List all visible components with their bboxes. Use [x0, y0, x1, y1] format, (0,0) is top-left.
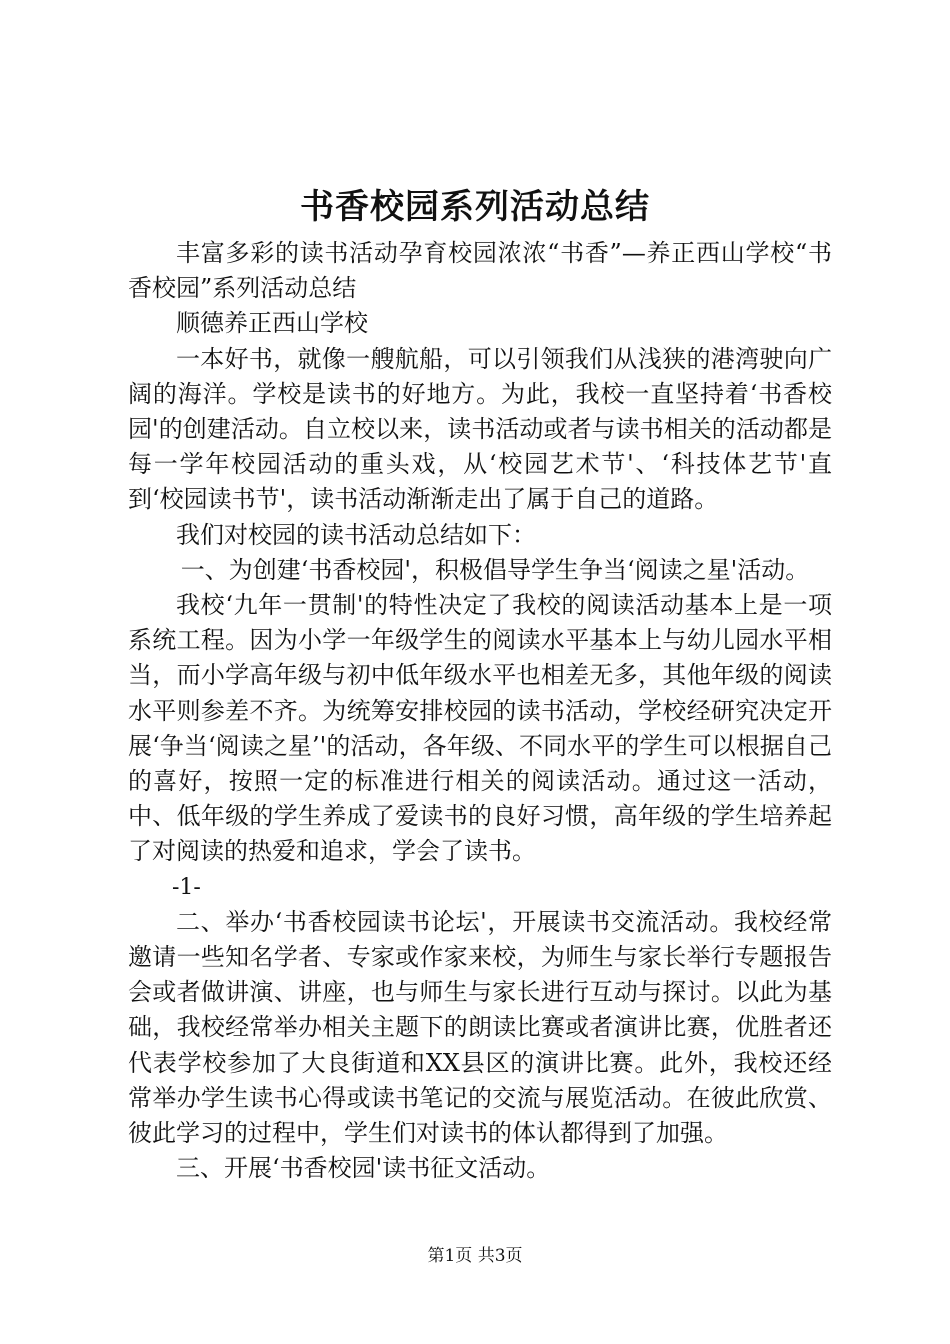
section-heading-3: 三、开展‘书香校园'读书征文活动。 — [176, 1154, 551, 1183]
paragraph-summary-lead: 我们对校园的读书活动总结如下： — [176, 520, 536, 549]
paragraph-intro: 一本好书，就像一艘航船，可以引领我们从浅狭的港湾驶向广阔的海洋。学校是读书的好地方。为此，我校一直坚持着‘书香校园'的创建活动。自立校以来，读书活动或者与读书相关的活动都是每一学年校园活动的重头戏，从‘校园艺术节'、‘科技体艺节'直到‘校园读书节'，读书活动渐渐走出了属于自己的道路。 — [128, 344, 832, 514]
paragraph-section-2: 二、举办‘书香校园读书论坛'，开展读书交流活动。我校经常邀请一些知名学者、专家或作家来校，为师生与家长举行专题报告会或者做讲演、讲座，也与师生与家长进行互动与探讨。以此为基础，我校经常举办相关主题下的朗读比赛或者演讲比赛，优胜者还代表学校参加了大良街道和XX县区的演讲比赛。此外，我校还经常举办学生读书心得或读书笔记的交流与展览活动。在彼此欣赏、彼此学习的过程中，学生们对读书的体认都得到了加强。 — [128, 907, 832, 1148]
paragraph-section-1: 我校‘九年一贯制'的特性决定了我校的阅读活动基本上是一项系统工程。因为小学一年级学生的阅读水平基本上与幼儿园水平相当，而小学高年级与初中低年级水平也相差无多，其他年级的阅读水平则参差不齐。为统筹安排校园的读书活动，学校经研究决定开展‘争当‘阅读之星’'的活动，各年级、不同水平的学生可以根据自己的喜好，按照一定的标准进行相关的阅读活动。通过这一活动，中、低年级的学生养成了爱读书的良好习惯，高年级的学生培养起了对阅读的热爱和追求，学会了读书。 — [128, 591, 832, 866]
paragraph-author: 顺德养正西山学校 — [176, 309, 368, 338]
inline-page-number: -1- — [172, 874, 201, 900]
document-body — [128, 236, 832, 1186]
page-title: 书香校园系列活动总结 — [300, 187, 650, 227]
section-heading-1: 一、为创建‘书香校园'，积极倡导学生争当‘阅读之星'活动。 — [180, 555, 810, 584]
page-footer: 第1页 共3页 — [427, 1246, 523, 1266]
paragraph-subtitle: 丰富多彩的读书活动孕育校园浓浓“书香”—养正西山学校“书香校园”系列活动总结 — [128, 239, 832, 303]
